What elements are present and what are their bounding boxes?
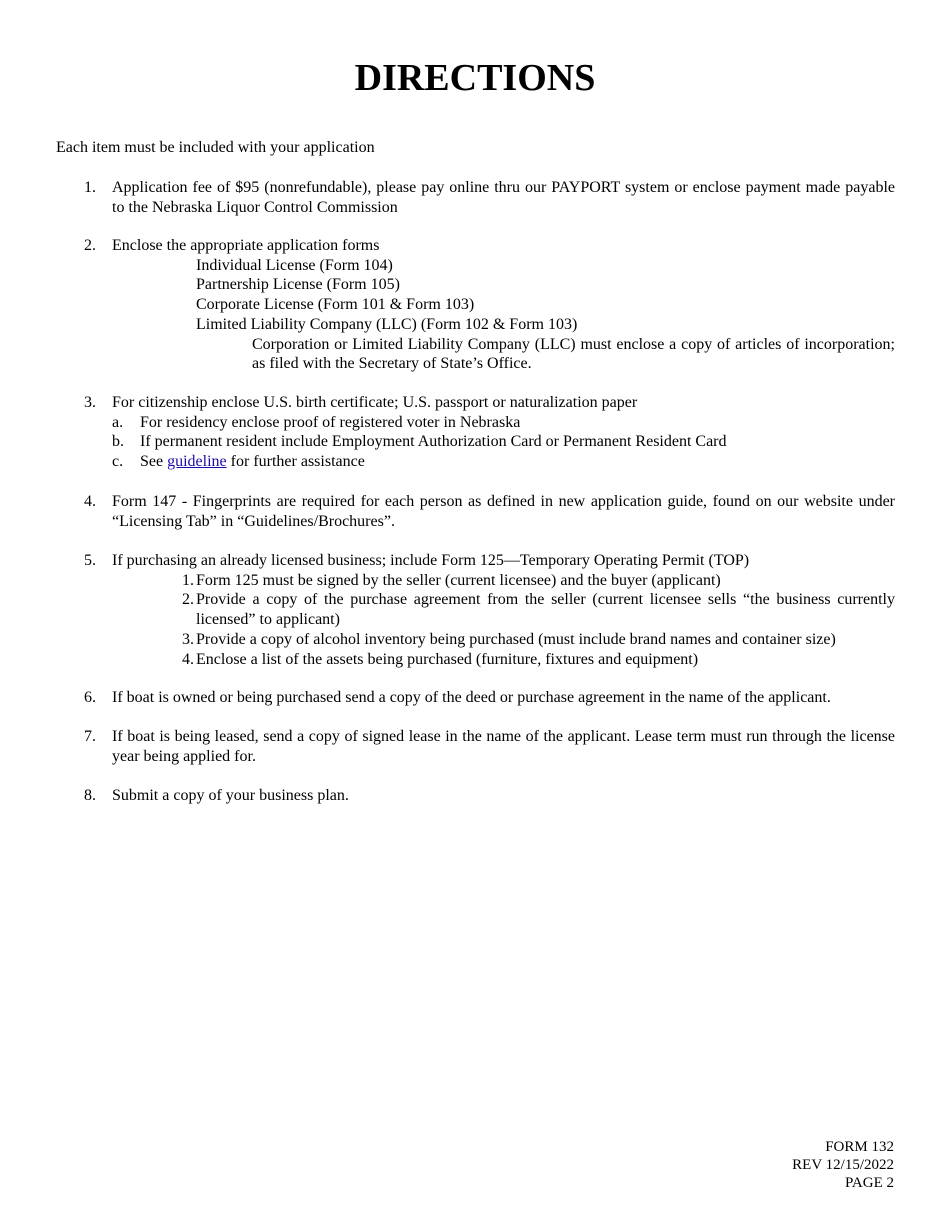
item-number: 1. <box>84 179 96 196</box>
sub-item-post-text: for further assistance <box>230 453 365 471</box>
step-text: Enclose a list of the assets being purchased (furniture, fixtures and equipment) <box>196 650 699 668</box>
revision-date: REV 12/15/2022 <box>792 1157 894 1173</box>
guideline-link[interactable]: guideline <box>167 453 227 471</box>
step-item <box>182 630 895 650</box>
list-item <box>84 688 895 708</box>
sub-item <box>112 413 895 433</box>
item-number: 6. <box>84 689 96 706</box>
form-number: FORM 132 <box>825 1139 894 1155</box>
form-entry: Corporate License (Form 101 & Form 103) <box>196 296 475 314</box>
list-item <box>84 551 895 669</box>
step-number: 1. <box>182 571 194 589</box>
step-text: Provide a copy of alcohol inventory being purchased (must include brand names and container size) <box>196 630 836 648</box>
list-item <box>84 786 895 806</box>
sub-item-letter: b. <box>112 433 124 451</box>
item-number: 3. <box>84 394 96 411</box>
list-item <box>84 178 895 217</box>
item-text: If boat is being leased, send a copy of signed lease in the name of the applicant. Lease term must run through the license year being applied for. <box>112 728 895 765</box>
item-text: If boat is owned or being purchased send a copy of the deed or purchase agreement in the name of the applicant. <box>112 689 831 706</box>
list-item <box>84 236 895 374</box>
sub-item-letter: a. <box>112 413 124 431</box>
sub-item <box>112 432 895 452</box>
intro-text: Each item must be included with your application <box>56 139 375 156</box>
sub-item-letter: c. <box>112 453 124 471</box>
item-number: 7. <box>84 728 96 745</box>
item-number: 8. <box>84 787 96 804</box>
step-text: Form 125 must be signed by the seller (current licensee) and the buyer (applicant) <box>196 571 721 589</box>
step-number: 4. <box>182 650 194 668</box>
form-entry: Individual License (Form 104) <box>196 256 393 274</box>
item-text: Form 147 - Fingerprints are required for each person as defined in new application guide, found on our website under “Licensing Tab” in “Guidelines/Brochures”. <box>112 493 895 530</box>
form-note: Corporation or Limited Liability Company (LLC) must enclose a copy of articles of incorporation; as filed with the Secretary of State’s Office. <box>252 335 895 373</box>
step-number: 2. <box>182 591 194 609</box>
sub-item <box>112 452 895 472</box>
form-entry: Limited Liability Company (LLC) (Form 102 & Form 103) <box>196 315 578 333</box>
step-item <box>182 590 895 629</box>
step-item <box>182 650 895 670</box>
item-number: 4. <box>84 493 96 510</box>
sub-item-pre-text: See <box>140 453 164 471</box>
form-entry: Partnership License (Form 105) <box>196 276 400 294</box>
item-text: Application fee of $95 (nonrefundable), please pay online thru our PAYPORT system or enclose payment made payable to the Nebraska Liquor Control Commission <box>112 179 895 216</box>
sub-item-text: If permanent resident include Employment Authorization Card or Permanent Resident Card <box>140 433 727 451</box>
item-text: For citizenship enclose U.S. birth certificate; U.S. passport or naturalization paper <box>112 394 638 411</box>
sub-item-text: For residency enclose proof of registered voter in Nebraska <box>140 413 521 431</box>
step-item <box>182 571 895 591</box>
page-footer <box>792 1138 894 1192</box>
list-item <box>84 393 895 472</box>
step-number: 3. <box>182 630 194 648</box>
list-item <box>84 492 895 531</box>
list-item <box>84 727 895 766</box>
page-title: DIRECTIONS <box>354 57 596 99</box>
step-text: Provide a copy of the purchase agreement from the seller (current licensee sells “the business currently licensed” to applicant) <box>196 591 895 629</box>
page-number: PAGE 2 <box>844 1175 894 1191</box>
form-list <box>196 256 895 374</box>
item-text: Submit a copy of your business plan. <box>112 787 349 804</box>
item-number: 2. <box>84 237 96 254</box>
item-text: Enclose the appropriate application forms <box>112 237 380 254</box>
item-text: If purchasing an already licensed business; include Form 125—Temporary Operating Permit (TOP) <box>112 552 750 569</box>
item-number: 5. <box>84 552 96 569</box>
